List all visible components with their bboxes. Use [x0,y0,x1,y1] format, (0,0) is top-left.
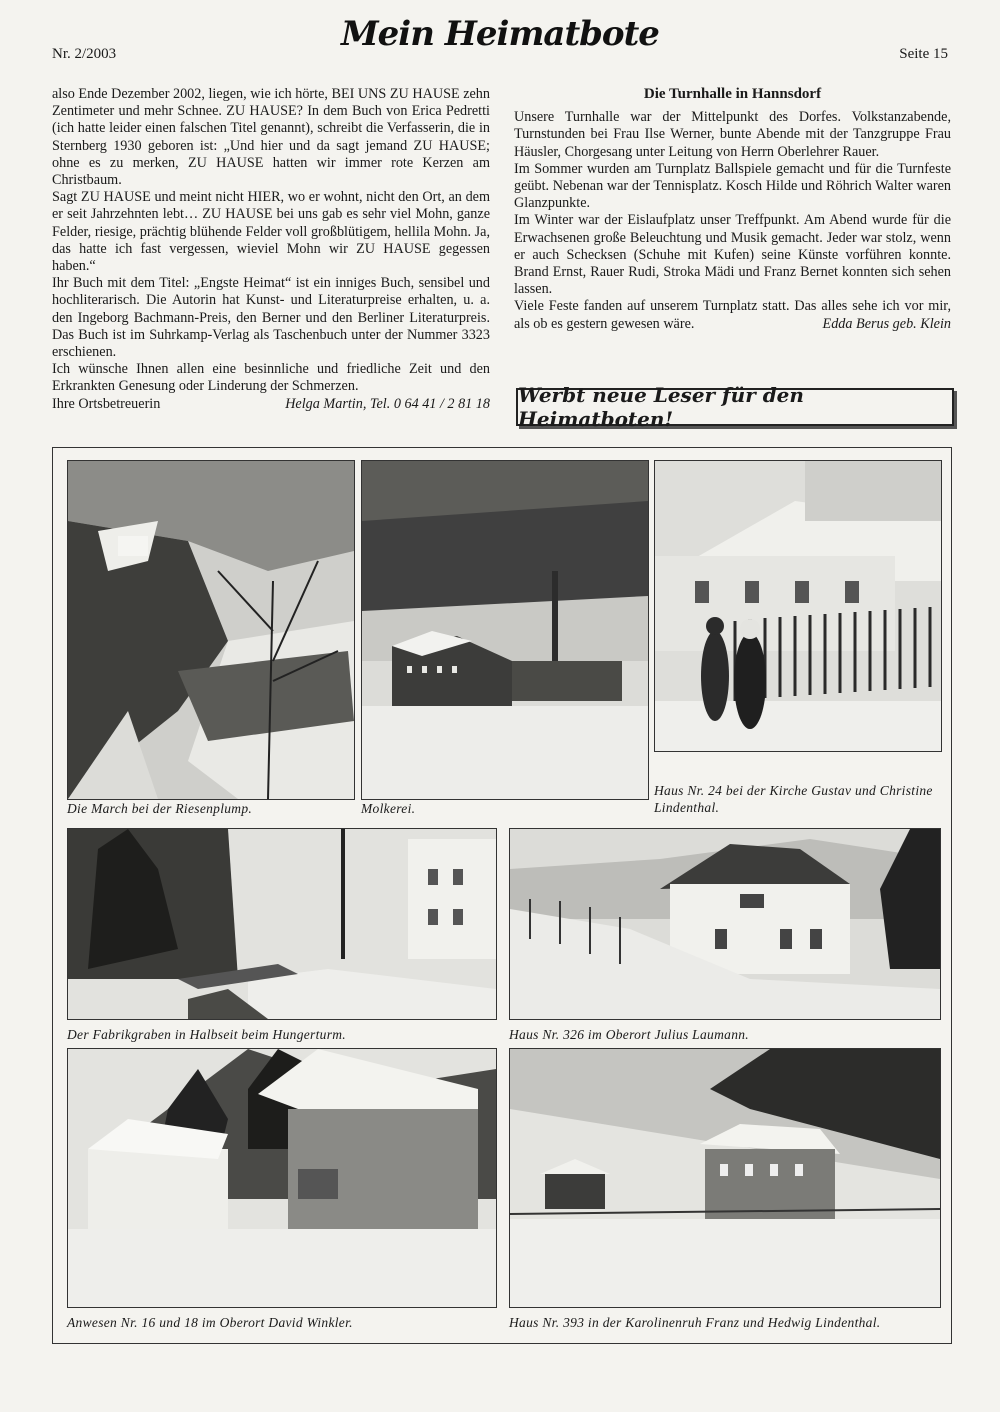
paragraph: Ich wünsche Ihnen allen eine besinnliche und friedliche Zeit und den Erkrankten Genesung oder Linderung der Schmerzen. [52,361,490,395]
signature: Helga Martin, Tel. 0 64 41 / 2 81 18 [285,395,490,412]
photo-farmstead [67,1048,497,1308]
caption-p1: Die March bei der Riesenplump. [67,801,253,816]
signature: Edda Berus geb. Klein [822,315,951,332]
paragraph: Ihr Buch mit dem Titel: „Engste Heimat“ ist ein inniges Buch, sensibel und hochliterarisch. Die Autorin hat Kunst- und Literaturpreise erhalten, u. a. den Ingeborg Bachmann-Preis, den Berner und den Berliner Literaturpreis. Das Buch ist im Suhrkamp-Verlag als Taschenbuch unter der Nummer 3323 erschienen. [52,275,490,361]
paragraph: also Ende Dezember 2002, liegen, wie ich hörte, BEI UNS ZU HAUSE zehn Zentimeter und mehr Schnee. ZU HAUSE? In dem Buch von Erica Pedretti (ich hatte leider einen falschen Titel genannt), schreibt die Verfasserin, die in Sternberg 1930 geboren ist: „Und hier und da sagt jemand ZU HAUSE; ohne es zu merken, ZU HAUSE hatten wir immer rote Kerzen am Christbaum. [52,86,490,189]
caption-p4: Der Fabrikgraben in Halbseit beim Hungerturm. [67,1027,346,1042]
paragraph: Sagt ZU HAUSE und meint nicht HIER, wo er wohnt, nicht den Ort, an dem er seit Jahrzehnten lebt… ZU HAUSE bei uns gab es sehr viel Mohn, ganze Felder, riesige, prächtig blühende Felder voll großblütigem, hellila Mohn. Ja, das hatte ich fast vergessen, wieviel Mohn wir ZU HAUSE gegessen haben.“ [52,189,490,275]
issue-number: Nr. 2/2003 [52,46,117,62]
paragraph: Im Sommer wurden am Turnplatz Ballspiele gemacht und für die Turnfeste geübt. Nebenan war der Tennisplatz. Kosch Hilde und Röhrich Walter waren Glanzpunkte. [514,160,951,212]
photo-river [67,460,355,800]
paragraph: Im Winter war der Eislaufplatz unser Treffpunkt. Am Abend wurde für die Erwachsenen große Beleuchtung und Musik gemacht. Jeder war stolz, wenn er auch Schecksen (Schuhe mit Kufen) seine Künste vorführen konnte. Brand Ernst, Rauer Rudi, Stroka Mädi und Franz Bernet konnten sich sehen lassen. [514,212,951,298]
caption-p5: Haus Nr. 326 im Oberort Julius Laumann. [509,1027,749,1042]
page-number: Seite 15 [899,46,948,62]
caption-p6: Anwesen Nr. 16 und 18 im Oberort David Winkler. [67,1315,353,1330]
caption-p7: Haus Nr. 393 in der Karolinenruh Franz und Hedwig Lindenthal. [509,1315,881,1330]
photo-house-24 [654,460,942,752]
left-article [52,86,490,413]
photo-house-326 [509,828,941,1020]
photo-dairy [361,460,649,800]
signature-row [52,396,490,413]
paragraph-text: Viele Feste fanden auf unserem Turnplatz statt. Das alles sehe ich vor mir, als ob es gestern gewesen wäre. [514,298,951,332]
closing-text: Ihre Ortsbetreuerin [52,395,161,412]
masthead-title: Mein Heimatbote [341,14,659,54]
photo-house-393 [509,1048,941,1308]
paragraph [514,298,951,332]
caption-p2: Molkerei. [361,801,416,816]
right-article [514,86,951,333]
caption-p3: Haus Nr. 24 bei der Kirche Gustav und Christine Lindenthal. [654,783,933,815]
paragraph: Unsere Turnhalle war der Mittelpunkt des Dorfes. Volkstanzabende, Turnstunden bei Frau Ilse Werner, bunte Abende mit der Tanzgruppe Frau Häusler, Chorgesang unter Leitung von Herrn Oberlehrer Rauer. [514,109,951,160]
article-title: Die Turnhalle in Hannsdorf [643,86,822,102]
photo-gallery [52,447,952,1344]
promo-banner: Werbt neue Leser für den Heimatboten! [516,388,954,426]
photo-factory-canal [67,828,497,1020]
